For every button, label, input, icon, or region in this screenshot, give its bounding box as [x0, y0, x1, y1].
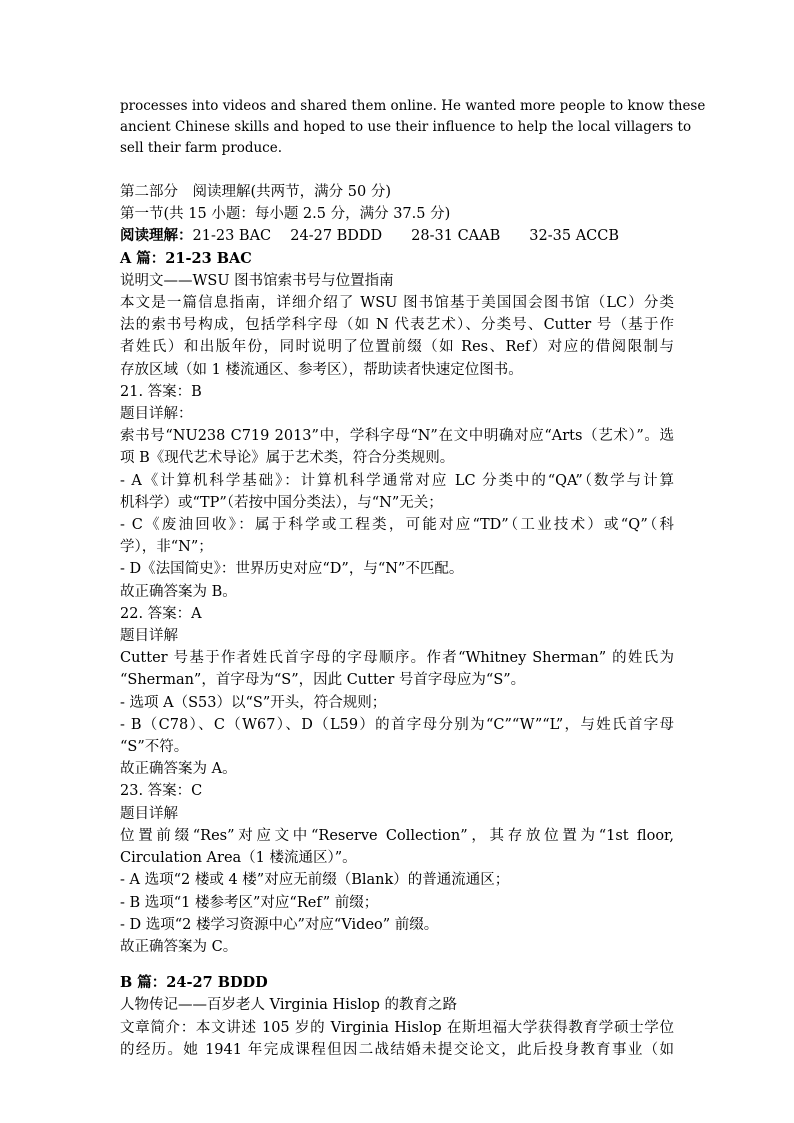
q23-detail-line: Circulation Area（1 楼流通区）”。	[120, 850, 357, 867]
q22-detail-line: “S”不符。	[120, 739, 189, 756]
q21-detail-line: - D《法国简史》：世界历史对应“D”，与“N”不匹配。	[120, 561, 464, 578]
passage-a-summary: 存放区域（如 1 楼流通区、参考区），帮助读者快速定位图书。	[120, 361, 523, 378]
intro-line: processes into videos and shared them online. He wanted more people to know these	[120, 98, 706, 114]
passage-a-summary: 本文是一篇信息指南，详细介绍了 WSU 图书馆基于美国国会图书馆（LC）分类	[120, 295, 674, 312]
intro-line: ancient Chinese skills and hoped to use their influence to help the local villagers to	[120, 119, 692, 135]
q22-detail-label: 题目详解	[120, 628, 178, 645]
q21-detail-line: - A《计算机科学基础》：计算机科学通常对应 LC 分类中的“QA”（数学与计算	[120, 472, 674, 489]
q21-answer: 21. 答案：B	[120, 383, 202, 400]
q21-detail-line: - C《废油回收》：属于科学或工程类，可能对应“TD”（工业技术）或“Q”（科	[120, 517, 674, 534]
q21-conclusion: 故正确答案为 B。	[120, 583, 237, 600]
q21-detail-line: 索书号“NU238 C719 2013”中，学科字母“N”在文中明确对应“Arts（艺术）”。选	[120, 428, 674, 445]
q21-detail-line: 机科学）或“TP”（若按中国分类法），与“N”无关；	[120, 494, 443, 511]
answers-label: 阅读理解：	[120, 227, 193, 245]
passage-b-summary: 的经历。她 1941 年完成课程但因二战结婚未提交论文，此后投身教育事业（如	[120, 1041, 674, 1058]
section-spacer	[120, 958, 674, 972]
q22-detail-line: “Sherman”，首字母为“S”，因此 Cutter 号首字母应为“S”。	[120, 672, 526, 689]
passage-a-genre: 说明文——WSU 图书馆索书号与位置指南	[120, 272, 394, 289]
q23-detail-line: 位置前缀“Res”对应文中“Reserve Collection”，其存放位置为“1st floor,	[120, 827, 674, 844]
answer-key-body	[120, 181, 674, 1061]
answers-values: 21-23 BAC 24-27 BDDD 28-31 CAAB 32-35 ACCB	[192, 228, 620, 245]
part-heading: 第二部分 阅读理解(共两节，满分 50 分)	[120, 184, 391, 200]
answers-summary	[120, 225, 674, 247]
q23-conclusion: 故正确答案为 C。	[120, 938, 238, 955]
q22-detail-line: - 选项 A（S53）以“S”开头，符合规则；	[120, 694, 387, 711]
passage-a-title: A 篇：21-23 BAC	[120, 249, 252, 267]
intro-line: sell their farm produce.	[120, 140, 283, 156]
section-heading: 第一节(共 15 小题：每小题 2.5 分，满分 37.5 分)	[120, 206, 451, 223]
q22-detail-line: Cutter 号基于作者姓氏首字母的字母顺序。作者“Whitney Sherman” 的姓氏为	[120, 650, 674, 667]
intro-paragraph	[120, 96, 706, 159]
q23-detail-line: - D 选项“2 楼学习资源中心”对应“Video” 前缀。	[120, 916, 439, 933]
passage-a-summary: 法的索书号构成，包括学科字母（如 N 代表艺术）、分类号、Cutter 号（基于作	[120, 317, 674, 334]
q23-detail-line: - A 选项“2 楼或 4 楼”对应无前缀（Blank）的普通流通区；	[120, 872, 510, 889]
passage-a-summary: 者姓氏）和出版年份，同时说明了位置前缀（如 Res、Ref）对应的借阅限制与	[120, 339, 674, 356]
q22-answer: 22. 答案：A	[120, 605, 202, 622]
q23-detail-line: - B 选项“1 楼参考区”对应“Ref” 前缀；	[120, 894, 379, 911]
q23-answer: 23. 答案：C	[120, 783, 203, 800]
passage-b-summary: 文章简介：本文讲述 105 岁的 Virginia Hislop 在斯坦福大学获得教育学硕士学位	[120, 1019, 674, 1036]
passage-b-genre: 人物传记——百岁老人 Virginia Hislop 的教育之路	[120, 997, 458, 1014]
q22-detail-line: - B（C78）、C（W67）、D（L59）的首字母分别为“C”“W”“L”，与姓氏首字母	[120, 716, 674, 733]
q21-detail-line: 项 B《现代艺术导论》属于艺术类，符合分类规则。	[120, 450, 455, 467]
document-page	[120, 96, 706, 1061]
q23-detail-label: 题目详解	[120, 805, 178, 822]
q22-conclusion: 故正确答案为 A。	[120, 761, 237, 778]
q21-detail-label: 题目详解：	[120, 406, 193, 423]
q21-detail-line: 学），非“N”；	[120, 539, 213, 556]
passage-b-title: B 篇：24-27 BDDD	[120, 974, 268, 992]
